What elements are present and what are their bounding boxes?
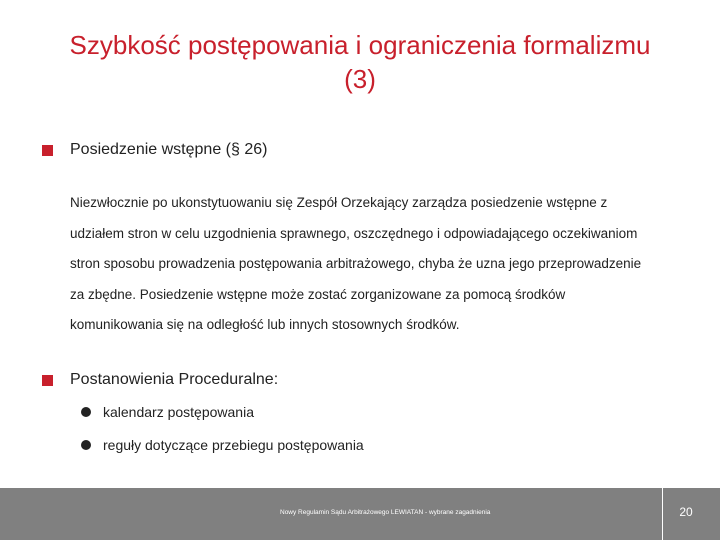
subitem-kalendarz: kalendarz postępowania bbox=[103, 404, 254, 420]
square-bullet-icon bbox=[42, 375, 53, 386]
footer-bar bbox=[0, 488, 720, 540]
bullet-posiedzenie-wstepne: Posiedzenie wstępne (§ 26) bbox=[70, 141, 268, 158]
slide-title-line-2: (3) bbox=[344, 64, 376, 94]
slide-title-line-1: Szybkość postępowania i ograniczenia formalizmu bbox=[69, 30, 651, 60]
footer-text: Nowy Regulamin Sądu Arbitrażowego LEWIATAN - wybrane zagadnienia bbox=[280, 509, 491, 516]
bullet-paragraph: Niezwłocznie po ukonstytuowaniu się Zespół Orzekający zarządza posiedzenie wstępne z udziałem stron w celu uzgodnienia sprawnego, oszczędnego i odpowiadającego oczekiwaniom stron sposobu prowadzenia postępowania arbitrażowego, chyba że uzna jego przeprowadzenie za zbędne. Posiedzenie wstępne może zostać zorganizowane za pomocą środków komunikowania się na odległość lub innych stosownych środków. bbox=[70, 195, 642, 332]
bullet-postanowienia-proceduralne: Postanowienia Proceduralne: bbox=[70, 371, 279, 388]
square-bullet-icon bbox=[42, 145, 53, 156]
page-number: 20 bbox=[679, 505, 693, 519]
footer-divider bbox=[662, 488, 663, 540]
circle-bullet-icon bbox=[81, 440, 91, 450]
subitem-reguly: reguły dotyczące przebiegu postępowania bbox=[103, 437, 364, 453]
circle-bullet-icon bbox=[81, 407, 91, 417]
slide-title bbox=[30, 28, 690, 96]
